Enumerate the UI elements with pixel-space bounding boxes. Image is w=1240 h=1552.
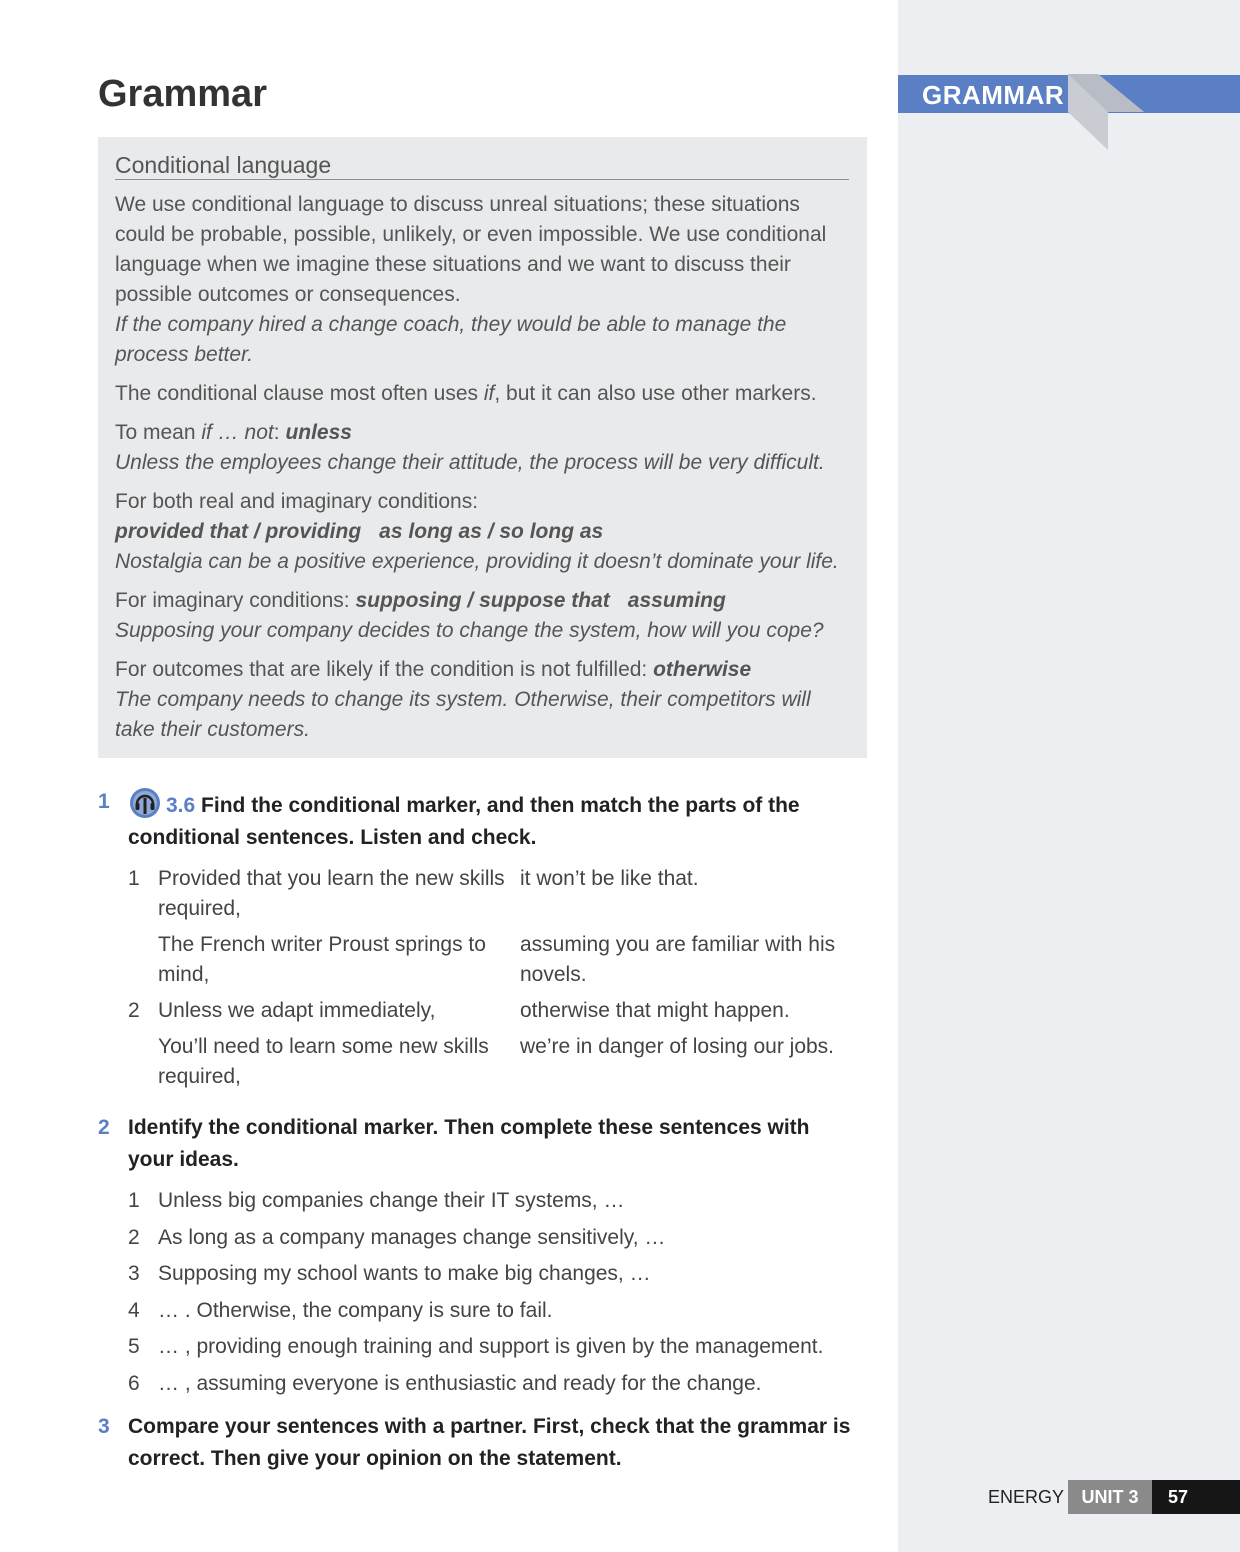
task-1	[98, 786, 858, 854]
outcome-label: For outcomes that are likely if the condition is not fulfilled:	[115, 658, 654, 681]
match-row-number: 1	[128, 867, 140, 890]
list-item-text: … , providing enough training and support is given by the management.	[158, 1335, 824, 1358]
intro-text: We use conditional language to discuss unreal situations; these situations could be probable, possible, unlikely, or even impossible. We use conditional language when we imagine these situations and we want to discuss their possible outcomes or consequences.	[115, 193, 827, 306]
clause-rule	[115, 379, 850, 409]
list-item	[128, 1369, 858, 1399]
sidebar-panel	[898, 0, 1240, 1552]
list-item	[128, 1223, 858, 1253]
both-label: For both real and imaginary conditions:	[115, 490, 479, 513]
match-row	[128, 1032, 858, 1098]
match-left-part: The French writer Proust springs to mind,	[158, 933, 486, 986]
task-2-text: Identify the conditional marker. Then complete these sentences with your ideas.	[128, 1116, 810, 1171]
list-item-text: As long as a company manages change sensitively, …	[158, 1225, 666, 1249]
list-item	[128, 1332, 858, 1362]
imaginary-example: Supposing your company decides to change the system, how will you cope?	[115, 619, 824, 642]
exercises	[98, 786, 858, 1475]
clause-if: if	[483, 382, 495, 405]
match-left-part: You’ll need to learn some new skills required,	[158, 1035, 489, 1088]
footer-page-bar	[1152, 1480, 1240, 1514]
otherwise-keyword: otherwise	[653, 658, 752, 681]
unless-keyword: unless	[285, 421, 352, 444]
imaginary-label: For imaginary conditions:	[115, 589, 356, 612]
assuming-keyword: assuming	[627, 589, 726, 612]
list-item	[128, 1186, 858, 1216]
task-instruction	[128, 794, 800, 849]
task-2-list	[128, 1186, 858, 1399]
list-item	[128, 1259, 858, 1289]
list-item-number: 6	[128, 1371, 140, 1395]
match-row	[128, 996, 858, 1032]
intro-example: If the company hired a change coach, they would be able to manage the process better.	[115, 313, 787, 366]
task-2	[98, 1112, 858, 1176]
list-item-number: 1	[128, 1189, 140, 1212]
task-number: 2	[98, 1116, 110, 1139]
otherwise-rule	[115, 655, 850, 745]
audio-track-icon[interactable]	[128, 786, 162, 820]
task-3-text: Compare your sentences with a partner. First, check that the grammar is correct. Then give your opinion on the statement.	[128, 1414, 851, 1470]
match-right-part: assuming you are familiar with his novels.	[520, 933, 836, 986]
task-3	[98, 1411, 858, 1475]
clause-pre: The conditional clause most often uses	[115, 382, 484, 405]
match-right-part: it won’t be like that.	[520, 867, 699, 890]
track-number: 3.6	[166, 794, 196, 817]
page-number: 57	[1168, 1487, 1189, 1507]
clause-post: , but it can also use other markers.	[494, 382, 817, 405]
match-right-part: otherwise that might happen.	[520, 999, 790, 1022]
match-row-number	[128, 930, 158, 996]
footer-section: ENERGY	[988, 1487, 1065, 1507]
section-tab-label: GRAMMAR	[922, 80, 1065, 110]
match-table	[128, 864, 858, 1098]
grammar-box	[98, 137, 867, 758]
list-item-number: 4	[128, 1298, 140, 1322]
footer-unit-badge: UNIT 3	[1068, 1480, 1152, 1514]
mean-ifnot: if … not	[201, 421, 274, 444]
match-row-number: 2	[128, 999, 140, 1022]
list-item-text: … . Otherwise, the company is sure to fail.	[158, 1298, 553, 1322]
as-long-as-keyword: as long as / so long as	[379, 520, 604, 543]
list-item-text: Supposing my school wants to make big changes, …	[158, 1262, 651, 1285]
list-item	[128, 1296, 858, 1326]
match-row	[128, 864, 858, 930]
list-item-number: 2	[128, 1225, 140, 1249]
mean-pre: To mean	[115, 421, 202, 444]
imaginary-rule	[115, 586, 850, 646]
task-number: 1	[98, 790, 110, 813]
match-left-part: Unless we adapt immediately,	[158, 999, 436, 1022]
list-item-text: Unless big companies change their IT systems, …	[158, 1189, 625, 1212]
match-row-number	[128, 1032, 158, 1098]
both-rule	[115, 487, 850, 577]
page-title: Grammar	[98, 73, 267, 115]
list-item-number: 5	[128, 1335, 140, 1358]
otherwise-example: The company needs to change its system. Otherwise, their competitors will take their customers.	[115, 688, 811, 741]
grammar-box-heading: Conditional language	[115, 151, 849, 180]
task-number: 3	[98, 1414, 110, 1438]
tab-fold-icon	[1068, 74, 1148, 154]
mean-colon: :	[273, 421, 286, 444]
grammar-intro	[115, 190, 850, 370]
supposing-keyword: supposing / suppose that	[355, 589, 610, 612]
match-left-part: Provided that you learn the new skills required,	[158, 867, 505, 920]
task-1-text: Find the conditional marker, and then match the parts of the conditional sentences. Listen and check.	[128, 794, 800, 849]
unless-example: Unless the employees change their attitude, the process will be very difficult.	[115, 451, 825, 474]
match-right-part: we’re in danger of losing our jobs.	[520, 1035, 835, 1058]
list-item-number: 3	[128, 1262, 140, 1285]
unless-rule	[115, 418, 850, 478]
list-item-text: … , assuming everyone is enthusiastic and ready for the change.	[158, 1371, 762, 1395]
provided-keyword: provided that / providing	[115, 520, 362, 543]
match-row	[128, 930, 858, 996]
both-example: Nostalgia can be a positive experience, providing it doesn’t dominate your life.	[115, 550, 839, 573]
